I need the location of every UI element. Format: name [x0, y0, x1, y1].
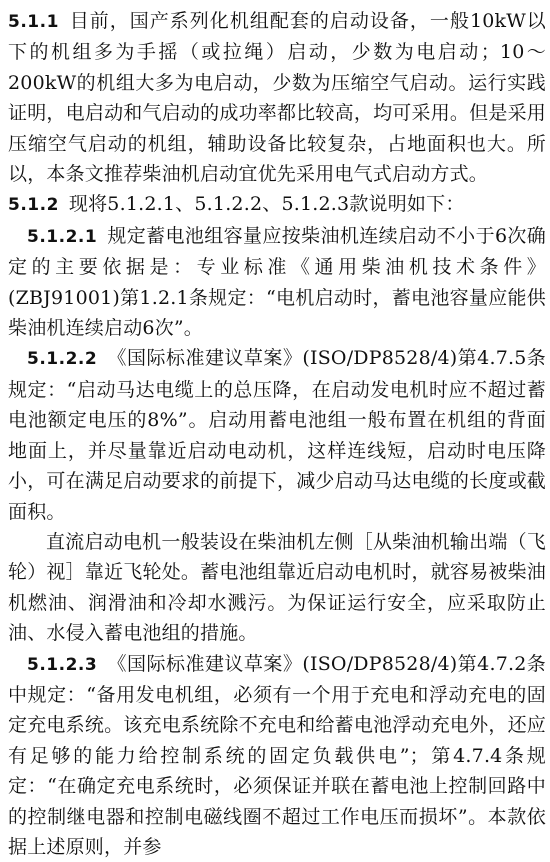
section-number: 5.1.1 [8, 12, 59, 32]
section-text: 《国际标准建议草案》(ISO/DP8528/4)第4.7.5条规定：“启动马达电缆上的总压降，在启动发电机时应不超过蓄电池额定电压的8%”。启动用蓄电池组一般布置在机组的背面地面上，并尽量靠近启动电动机，这样连线短，启动时电压降小，可在满足启动要求的前提下，减少启动马达电缆的长度或截面积。 [8, 347, 546, 523]
section-text: 目前，国产系列化机组配套的启动设备，一般10kW以下的机组多为手摇（或拉绳）启动，少数为电启动；10～200kW的机组大多为电启动，少数为压缩空气启动。运行实践证明，电启动和气启动的成功率都比较高，均可采用。但是采用压缩空气启动的机组，辅助设备比较复杂，占地面积也大。所以，本条文推荐柴油机启动宜优先采用电气式启动方式。 [8, 10, 546, 186]
section-text: 直流启动电机一般装设在柴油机左侧［从柴油机输出端（飞轮）视］靠近飞轮处。蓄电池组靠近启动电机时，就容易被柴油机燃油、润滑油和冷却水溅污。为保证运行安全，应采取防止油、水侵入蓄电池组的措施。 [8, 530, 546, 645]
section-number: 5.1.2 [8, 195, 59, 216]
section-5-1-2-2 [8, 343, 546, 526]
section-5-1-1 [8, 6, 546, 189]
section-5-1-2-1 [8, 221, 546, 344]
section-5-1-2 [8, 189, 546, 220]
section-5-1-2-3 [8, 649, 546, 862]
paragraph-dc-starter [8, 527, 546, 649]
section-text: 规定蓄电池组容量应按柴油机连续启动不小于6次确定的主要依据是：专业标准《通用柴油机技术条件》(ZBJ91001)第1.2.1条规定：“电机启动时，蓄电池容量应能供柴油机连续启动6次”。 [8, 224, 546, 340]
section-text: 现将5.1.2.1、5.1.2.2、5.1.2.3款说明如下： [68, 193, 465, 216]
section-number: 5.1.2.3 [27, 654, 98, 675]
section-number: 5.1.2.1 [27, 226, 98, 247]
document-page [8, 6, 546, 862]
section-text: 《国际标准建议草案》(ISO/DP8528/4)第4.7.2条中规定：“备用发电机组，必须有一个用于充电和浮动充电的固定充电系统。该充电系统除不充电和给蓄电池浮动充电外，还应有足够的能力给控制系统的固定负载供电”；第4.7.4条规定：“在确定充电系统时，必须保证并联在蓄电池上控制回路中的控制继电器和控制电磁线圈不超过工作电压而损坏”。本款依据上述原则，并参 [8, 652, 546, 858]
section-number: 5.1.2.2 [27, 349, 98, 370]
